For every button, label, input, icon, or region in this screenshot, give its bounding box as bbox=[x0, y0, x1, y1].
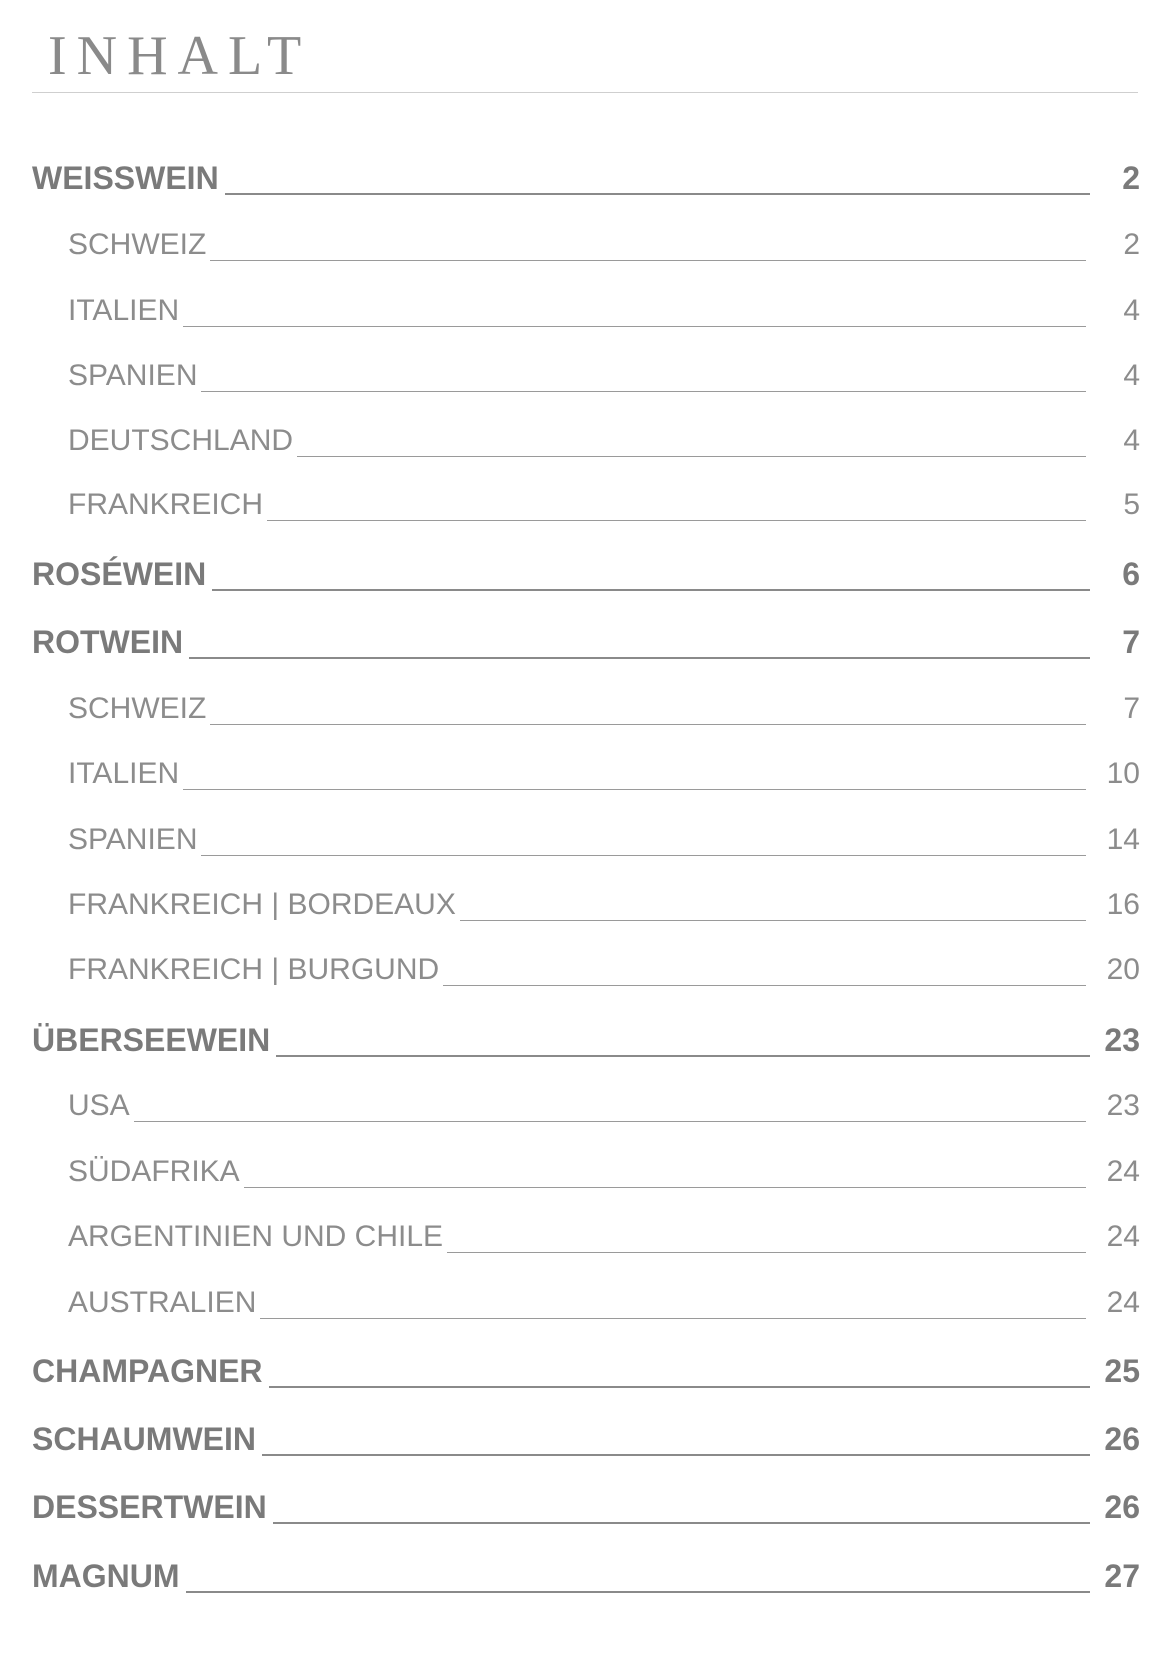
toc-leader-line bbox=[183, 326, 1086, 327]
toc-entry-label: DEUTSCHLAND bbox=[68, 424, 294, 457]
toc-entry-label: CHAMPAGNER bbox=[32, 1353, 263, 1389]
toc-leader-line bbox=[273, 1522, 1090, 1524]
toc-entry-label: FRANKREICH | BORDEAUX bbox=[68, 888, 456, 921]
toc-entry-page: 24 bbox=[1106, 1155, 1140, 1188]
toc-leader-line bbox=[244, 1187, 1086, 1188]
toc-entry[interactable] bbox=[0, 284, 1170, 328]
toc-entry[interactable] bbox=[0, 478, 1170, 522]
toc-entry[interactable] bbox=[0, 878, 1170, 922]
toc-entry[interactable] bbox=[0, 747, 1170, 791]
toc-entry-label: SPANIEN bbox=[68, 359, 198, 392]
toc-entry-page: 2 bbox=[1123, 228, 1140, 261]
toc-entry-page: 7 bbox=[1122, 624, 1140, 660]
toc-entry[interactable] bbox=[0, 943, 1170, 987]
toc-leader-line bbox=[297, 456, 1086, 457]
toc-entry[interactable] bbox=[0, 349, 1170, 393]
toc-entry-label: FRANKREICH | BURGUND bbox=[68, 953, 440, 986]
toc-leader-line bbox=[186, 1591, 1090, 1593]
toc-leader-line bbox=[447, 1252, 1086, 1253]
toc-entry-page: 20 bbox=[1106, 953, 1140, 986]
toc-entry-label: SCHAUMWEIN bbox=[32, 1421, 256, 1457]
toc-entry-label: ITALIEN bbox=[68, 757, 180, 790]
toc-entry-label: AUSTRALIEN bbox=[68, 1286, 257, 1319]
toc-entry[interactable] bbox=[0, 616, 1170, 660]
toc-entry[interactable] bbox=[0, 1481, 1170, 1525]
toc-entry-page: 5 bbox=[1123, 488, 1140, 521]
toc-entry-label: MAGNUM bbox=[32, 1558, 180, 1594]
toc-entry[interactable] bbox=[0, 152, 1170, 196]
toc-entry[interactable] bbox=[0, 1014, 1170, 1058]
toc-entry-page: 26 bbox=[1104, 1421, 1140, 1457]
toc-leader-line bbox=[269, 1386, 1090, 1388]
toc-entry-page: 27 bbox=[1104, 1558, 1140, 1594]
toc-entry-label: ÜBERSEEWEIN bbox=[32, 1022, 271, 1058]
toc-entry-label: ARGENTINIEN UND CHILE bbox=[68, 1220, 444, 1253]
toc-leader-line bbox=[201, 855, 1086, 856]
toc-entry-page: 23 bbox=[1104, 1022, 1140, 1058]
toc-entry-label: ITALIEN bbox=[68, 294, 180, 327]
toc-entry-label: ROSÉWEIN bbox=[32, 556, 207, 592]
toc-entry-page: 23 bbox=[1106, 1089, 1140, 1122]
toc-leader-line bbox=[134, 1121, 1086, 1122]
toc-entry-label: SCHWEIZ bbox=[68, 228, 207, 261]
toc-entry-page: 6 bbox=[1122, 556, 1140, 592]
toc-entry-label: SPANIEN bbox=[68, 823, 198, 856]
toc-entry[interactable] bbox=[0, 414, 1170, 458]
toc-entry-page: 2 bbox=[1122, 160, 1140, 196]
toc-entry[interactable] bbox=[0, 1145, 1170, 1189]
toc-entry-page: 4 bbox=[1123, 294, 1140, 327]
toc-entry[interactable] bbox=[0, 813, 1170, 857]
toc-entry[interactable] bbox=[0, 1079, 1170, 1123]
toc-entry-page: 4 bbox=[1123, 359, 1140, 392]
toc-entry-page: 24 bbox=[1106, 1220, 1140, 1253]
title-divider bbox=[32, 92, 1138, 93]
toc-entry-label: DESSERTWEIN bbox=[32, 1489, 267, 1525]
toc-entry[interactable] bbox=[0, 682, 1170, 726]
toc-leader-line bbox=[210, 724, 1086, 725]
toc-entry-page: 14 bbox=[1106, 823, 1140, 856]
toc-entry-label: WEISSWEIN bbox=[32, 160, 219, 196]
toc-entry-label: FRANKREICH bbox=[68, 488, 264, 521]
toc-entry[interactable] bbox=[0, 218, 1170, 262]
toc-entry-page: 25 bbox=[1104, 1353, 1140, 1389]
toc-entry-page: 26 bbox=[1104, 1489, 1140, 1525]
toc-entry[interactable] bbox=[0, 1345, 1170, 1389]
toc-entry-page: 7 bbox=[1123, 692, 1140, 725]
toc-leader-line bbox=[267, 520, 1086, 521]
toc-leader-line bbox=[201, 391, 1086, 392]
toc-leader-line bbox=[276, 1055, 1090, 1057]
toc-entry[interactable] bbox=[0, 1413, 1170, 1457]
toc-entry-page: 4 bbox=[1123, 424, 1140, 457]
toc-leader-line bbox=[183, 789, 1086, 790]
toc-leader-line bbox=[189, 657, 1090, 659]
toc-entry[interactable] bbox=[0, 548, 1170, 592]
toc-entry-label: ROTWEIN bbox=[32, 624, 184, 660]
toc-leader-line bbox=[262, 1454, 1090, 1456]
toc-entry-label: SCHWEIZ bbox=[68, 692, 207, 725]
toc-entry[interactable] bbox=[0, 1276, 1170, 1320]
toc-entry-page: 10 bbox=[1106, 757, 1140, 790]
toc-entry-label: USA bbox=[68, 1089, 130, 1122]
toc-leader-line bbox=[212, 589, 1090, 591]
toc-leader-line bbox=[443, 985, 1086, 986]
toc-leader-line bbox=[225, 193, 1090, 195]
toc-entry-label: SÜDAFRIKA bbox=[68, 1155, 240, 1188]
page-title: INHALT bbox=[48, 25, 312, 87]
toc-leader-line bbox=[460, 920, 1086, 921]
toc-entry[interactable] bbox=[0, 1550, 1170, 1594]
toc-leader-line bbox=[260, 1318, 1086, 1319]
toc-entry[interactable] bbox=[0, 1210, 1170, 1254]
toc-leader-line bbox=[210, 260, 1086, 261]
toc-entry-page: 16 bbox=[1106, 888, 1140, 921]
toc-entry-page: 24 bbox=[1106, 1286, 1140, 1319]
